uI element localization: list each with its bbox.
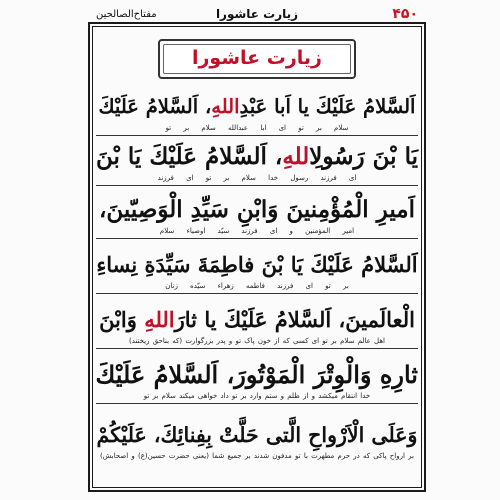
persian-translation: سلام بر تو ای ابا عبدالله سلام بر تو [165, 124, 349, 132]
line-divider [96, 403, 418, 404]
verse-line-7 [96, 418, 418, 461]
persian-translation: اهل عالم سلام بر تو ای کسی که از خون پاک تو و پدر بزرگوارت (که بناحق ریختند) [129, 337, 385, 345]
arabic-text [96, 193, 418, 227]
arabic-text [96, 418, 418, 452]
verse-line-2 [96, 140, 418, 183]
arabic-text [96, 90, 418, 124]
arabic-text [96, 358, 418, 392]
arabic-segment: وَعَلَى الْاَرْواحِ الَّتى حَلَّتْ بِفِنائِكَ، عَلَيْكُمْ [96, 423, 418, 447]
divine-name: اللهِ [211, 95, 240, 118]
line-divider [96, 238, 418, 239]
arabic-segment: ثارِهِ وَالْوِتْرَ الْمَوْتُورَ، اَلسَّلامُ عَلَيْكَ [95, 360, 418, 389]
verse-line-4 [96, 248, 418, 291]
arabic-segment: يَا بْنَ رَسُولِ [309, 143, 418, 170]
arabic-segment: وَابْنَ [99, 307, 145, 332]
verse-line-1 [96, 90, 418, 133]
persian-translation: بر ارواح پاکی که در حرم مطهرت با تو مدفون شدند بر جمیع شما (یعنی حضرت حسین(ع) و اصحابش) [100, 452, 414, 460]
verse-line-6 [96, 358, 418, 401]
verse-line-3 [96, 193, 418, 236]
persian-translation: ای فرزند رسول خدا سلام بر تو ای فرزند [157, 174, 357, 182]
book-title: مفتاح‌الصالحین [96, 9, 157, 20]
line-divider [96, 348, 418, 349]
arabic-text [96, 303, 418, 337]
persian-translation: بر تو ای فرزند فاطمه زهراء سیّده زنان [165, 282, 349, 290]
arabic-segment: الْعالَمينَ، اَلسَّلامُ عَلَيْكَ يا ثارَ [174, 307, 415, 332]
arabic-segment: اَميرِ الْمُؤْمِنينَ وَابْنِ سَيِّدِ الْوَصِيّينَ، [99, 196, 415, 223]
arabic-segment: ، اَلسَّلامُ عَلَيْكَ [98, 95, 212, 118]
line-divider [96, 293, 418, 294]
arabic-segment: ، اَلسَّلامُ عَلَيْكَ يَا بْنَ [96, 143, 283, 170]
arabic-text [96, 140, 418, 174]
divine-name: اللهِ [282, 143, 310, 170]
line-divider [96, 185, 418, 186]
arabic-segment: اَلسَّلامُ عَلَيْكَ يَا بْنَ فاطِمَةَ سَيِّدَةِ نِساءِ [96, 252, 418, 277]
line-divider [96, 135, 418, 136]
page-number: ۴۵۰ [392, 6, 418, 22]
divine-name: اللهِ [144, 307, 175, 332]
arabic-segment: اَلسَّلامُ عَلَيْكَ يا اَبا عَبْدِ [239, 95, 416, 118]
persian-translation: امیر المؤمنین و ای فرزند سیّد اوصیاء سلام [159, 227, 355, 235]
running-title: زیارت عاشورا [215, 7, 299, 21]
arabic-text [96, 248, 418, 282]
prayer-title: زیارت عاشورا [191, 47, 322, 69]
persian-translation: خدا انتقام میکشد و از ظلم و ستم وارد بر تو داد خواهی میکند سلام بر تو [143, 392, 371, 400]
verse-line-5 [96, 303, 418, 346]
title-cartouche [158, 39, 356, 79]
